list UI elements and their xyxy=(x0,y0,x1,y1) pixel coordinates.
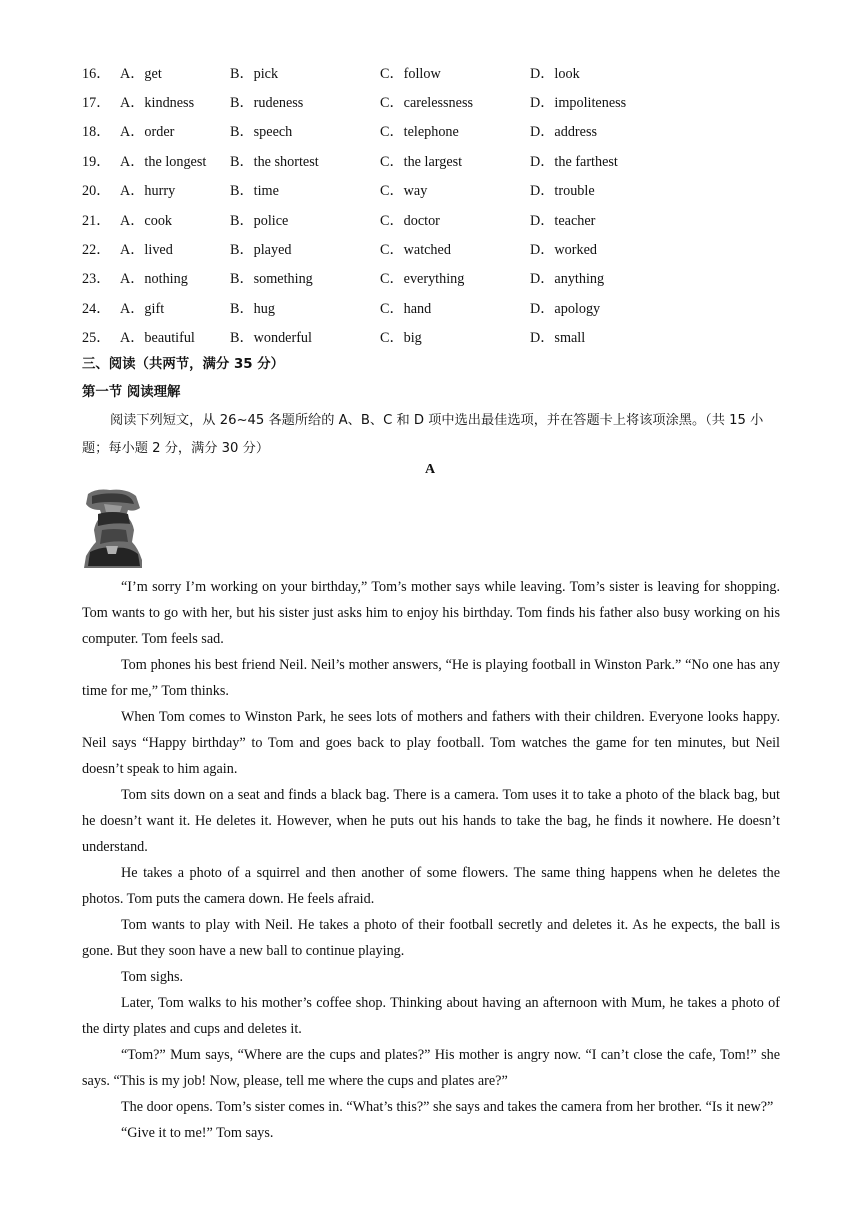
option-d: D．small xyxy=(530,330,586,347)
option-b: B．rudeness xyxy=(230,95,304,112)
option-c: C．doctor xyxy=(380,212,440,229)
option-row xyxy=(82,146,782,175)
option-d: D．anything xyxy=(530,271,605,288)
paragraph: The door opens. Tom’s sister comes in. “What’s this?” she says and takes the camera from her brother. “Is it new?” xyxy=(121,1099,774,1115)
option-c: C．everything xyxy=(380,271,465,288)
option-c: C．carelessness xyxy=(380,95,473,112)
paragraph: Tom phones his best friend Neil. Neil’s mother answers, “He is playing football in Winston Park.” “No one has any time for me,” Tom thinks. xyxy=(82,657,780,699)
option-d: D．worked xyxy=(530,242,597,259)
paragraph: Tom wants to play with Neil. He takes a photo of their football secretly and deletes it. As he expects, the ball is gone. But they soon have a new ball to continue playing. xyxy=(82,917,780,959)
paragraph: When Tom comes to Winston Park, he sees lots of mothers and fathers with their children. Everyone looks happy. Neil says “Happy birthday” to Tom and goes back to play football. Tom watches the game for ten minutes, but Neil doesn’t speak to him again. xyxy=(82,709,780,777)
option-a: A．kindness xyxy=(120,95,195,112)
option-c: C．way xyxy=(380,183,428,200)
option-d: D．the farthest xyxy=(530,153,618,170)
question-number: 18． xyxy=(82,124,111,141)
paragraph: Tom sits down on a seat and finds a black bag. There is a camera. Tom uses it to take a photo of the black bag, but he doesn’t want it. He deletes it. However, when he puts out his hands to take the bag, he finds it nowhere. He doesn’t understand. xyxy=(82,787,780,855)
option-a: A．beautiful xyxy=(120,330,195,347)
option-d: D．look xyxy=(530,65,580,82)
option-d: D．address xyxy=(530,124,597,141)
option-a: A．lived xyxy=(120,242,173,259)
option-c: C．hand xyxy=(380,300,432,317)
section-heading-reading: 三、阅读（共两节，满分 35 分） xyxy=(82,357,285,372)
option-row xyxy=(82,87,782,116)
option-b: B．police xyxy=(230,212,289,229)
option-a: A．the longest xyxy=(120,153,207,170)
paragraph: “Give it to me!” Tom says. xyxy=(121,1125,274,1141)
question-number: 24． xyxy=(82,300,111,317)
option-c: C．follow xyxy=(380,65,441,82)
option-d: D．trouble xyxy=(530,183,595,200)
option-a: A．hurry xyxy=(120,183,176,200)
cloze-options xyxy=(82,58,782,352)
option-a: A．nothing xyxy=(120,271,188,288)
option-row xyxy=(82,264,782,293)
option-b: B．pick xyxy=(230,65,279,82)
paragraph: Tom sighs. xyxy=(121,969,184,985)
option-a: A．cook xyxy=(120,212,173,229)
option-row xyxy=(82,205,782,234)
section-heading-part-one: 第一节 阅读理解 xyxy=(82,385,181,400)
option-b: B．hug xyxy=(230,300,275,317)
question-number: 20． xyxy=(82,183,111,200)
option-b: B．speech xyxy=(230,124,293,141)
option-row xyxy=(82,323,782,352)
paragraph: “I’m sorry I’m working on your birthday,” Tom’s mother says while leaving. Tom’s sister is leaving for shopping. Tom wants to go with her, but his sister just asks him to enjoy his birthday. Tom finds his father also busy working on his computer. Tom feels sad. xyxy=(82,579,780,647)
paragraph: “Tom?” Mum says, “Where are the cups and plates?” His mother is angry now. “I can’t close the cafe, Tom!” she says. “This is my job! Now, please, tell me where the cups and plates are?” xyxy=(82,1047,780,1089)
option-row xyxy=(82,234,782,263)
option-row xyxy=(82,58,782,87)
question-number: 19． xyxy=(82,153,111,170)
question-number: 17． xyxy=(82,95,111,112)
option-c: C．big xyxy=(380,330,422,347)
option-c: C．the largest xyxy=(380,153,463,170)
option-c: C．watched xyxy=(380,242,451,259)
option-b: B．played xyxy=(230,242,292,259)
option-row xyxy=(82,117,782,146)
paragraph: Later, Tom walks to his mother’s coffee shop. Thinking about having an afternoon with Mum, he takes a photo of the dirty plates and cups and deletes it. xyxy=(82,995,780,1037)
option-a: A．get xyxy=(120,65,162,82)
question-number: 22． xyxy=(82,242,111,259)
option-b: B．something xyxy=(230,271,313,288)
option-row xyxy=(82,176,782,205)
paragraph: He takes a photo of a squirrel and then another of some flowers. The same thing happens when he deletes the photos. Tom puts the camera down. He feels afraid. xyxy=(82,865,780,907)
option-c: C．telephone xyxy=(380,124,459,141)
option-a: A．order xyxy=(120,124,175,141)
question-number: 21． xyxy=(82,212,111,229)
option-d: D．apology xyxy=(530,300,601,317)
option-b: B．the shortest xyxy=(230,153,319,170)
question-number: 23． xyxy=(82,271,111,288)
option-b: B．wonderful xyxy=(230,330,312,347)
option-row xyxy=(82,293,782,322)
passage-label: A xyxy=(424,462,436,477)
option-d: D．impoliteness xyxy=(530,95,627,112)
option-b: B．time xyxy=(230,183,279,200)
option-a: A．gift xyxy=(120,300,165,317)
question-number: 16． xyxy=(82,65,111,82)
question-number: 25． xyxy=(82,330,111,347)
option-d: D．teacher xyxy=(530,212,596,229)
passage-body xyxy=(82,574,780,1146)
passage-illustration xyxy=(82,486,146,568)
instruction-text: 阅读下列短文，从 26~45 各题所给的 A、B、C 和 D 项中选出最佳选项，并在答题卡上将该项涂黑。（共 15 小题；每小题 2 分，满分 30 分） xyxy=(82,413,764,456)
